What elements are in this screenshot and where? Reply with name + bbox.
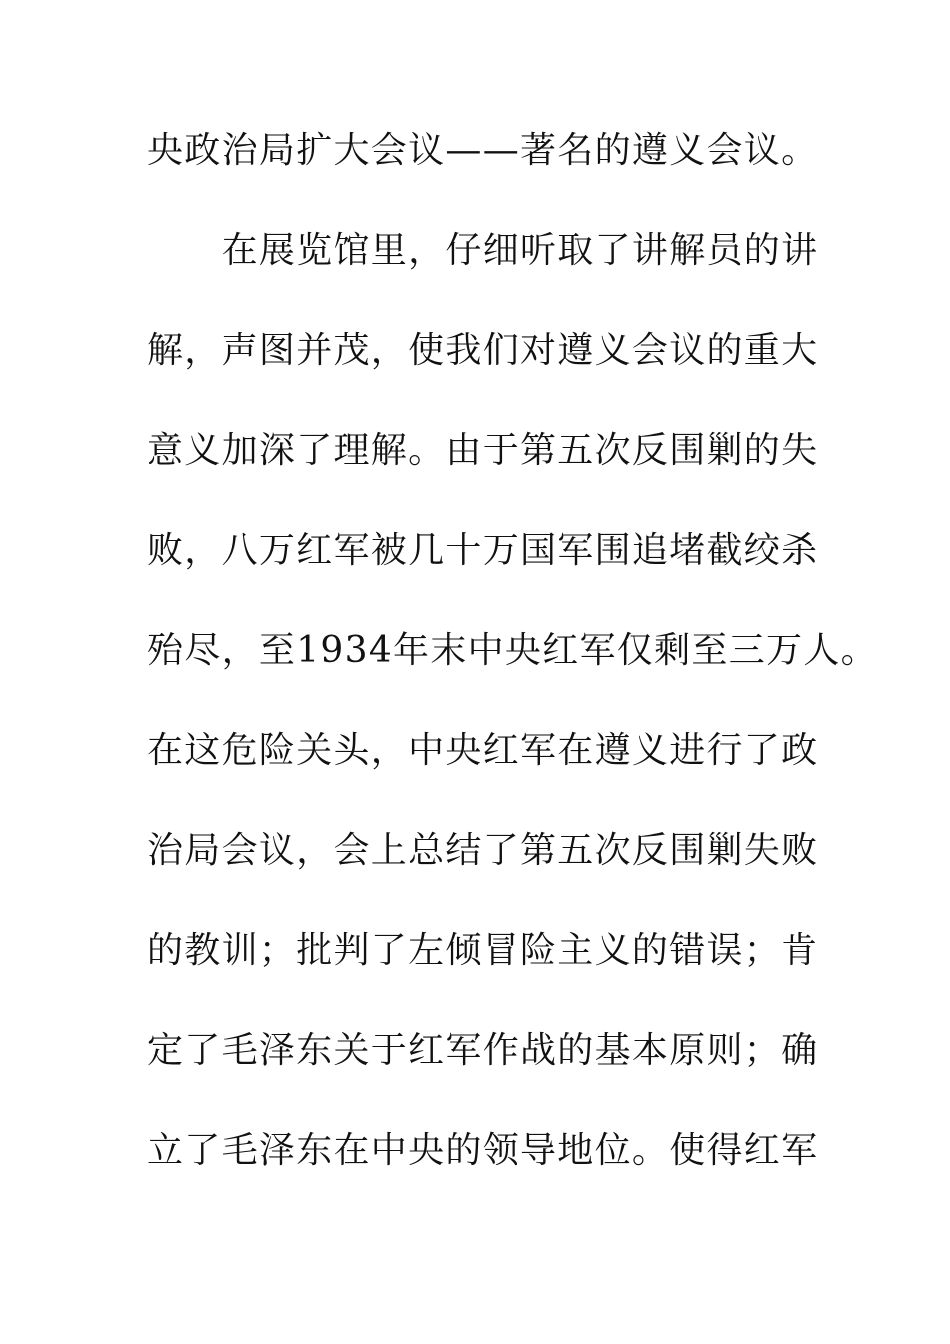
- text-line-10: 定了毛泽东关于红军作战的基本原则；确: [147, 1030, 819, 1071]
- text-line-5: 败，八万红军被几十万国军围追堵截绞杀: [147, 530, 819, 571]
- text-line-1: 央政治局扩大会议——著名的遵义会议。: [147, 130, 819, 171]
- text-line-4: 意义加深了理解。由于第五次反围剿的失: [147, 430, 819, 471]
- text-line-11: 立了毛泽东在中央的领导地位。使得红军: [147, 1130, 819, 1171]
- text-line-2: 在展览馆里，仔细听取了讲解员的讲: [147, 230, 819, 271]
- text-line-9: 的教训；批判了左倾冒险主义的错误；肯: [147, 930, 819, 971]
- body-text: [147, 126, 878, 1226]
- text-line-8: 治局会议，会上总结了第五次反围剿失败: [147, 830, 819, 871]
- text-line-7: 在这危险关头，中央红军在遵义进行了政: [147, 730, 819, 771]
- text-line-6: 殆尽，至1934年末中央红军仅剩至三万人。: [147, 630, 878, 671]
- text-line-3: 解，声图并茂，使我们对遵义会议的重大: [147, 330, 819, 371]
